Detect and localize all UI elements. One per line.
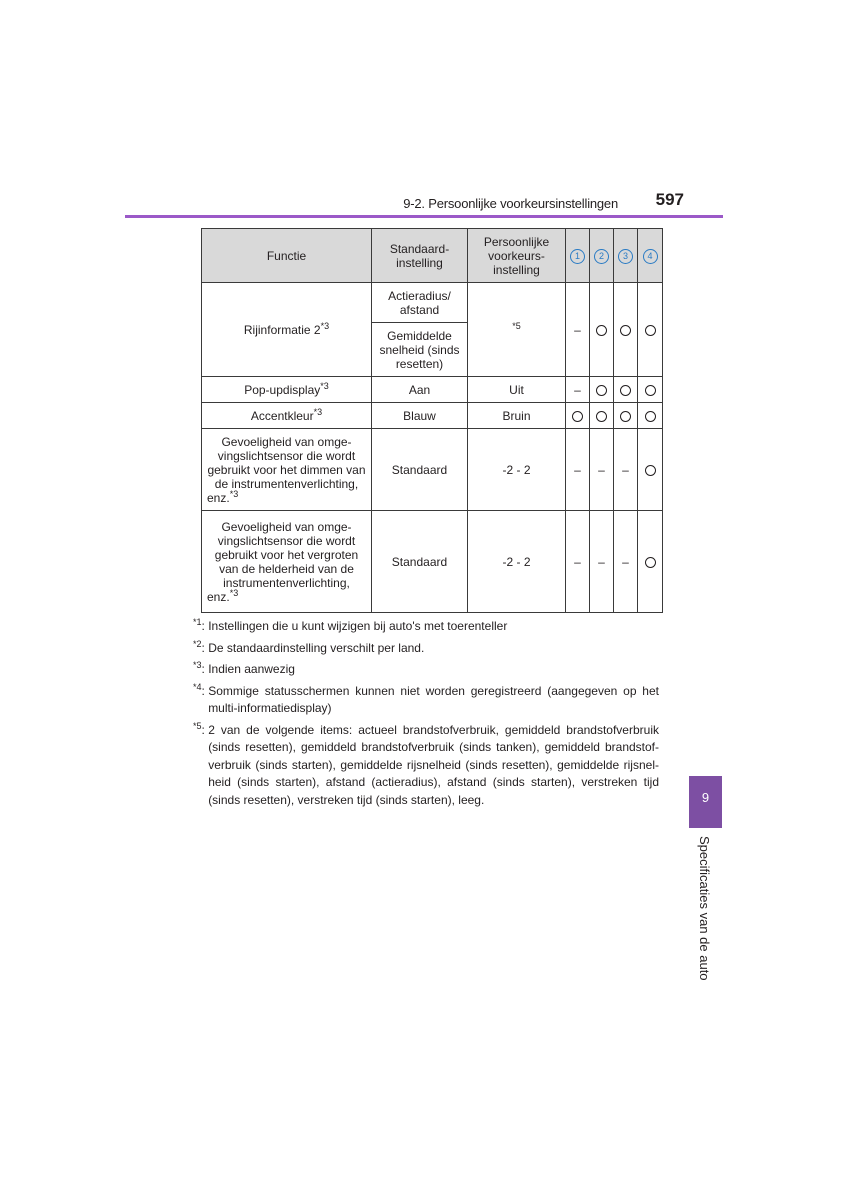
row-col-1: – — [566, 283, 590, 377]
footnote — [193, 640, 659, 658]
table-row — [202, 511, 663, 613]
header-personal: Persoonlijke voorkeurs-instelling — [468, 229, 566, 283]
row-col-2: – — [590, 429, 614, 511]
row-personal: *5 — [468, 283, 566, 377]
row-default: Aan — [372, 377, 468, 403]
table-row — [202, 403, 663, 429]
footnote-mark: $^{*1}$: — [193, 617, 209, 633]
row-col-3: – — [614, 429, 638, 511]
footnote-mark: $^{*2}$: — [193, 638, 209, 655]
section-tab: 9 — [689, 776, 722, 828]
circled-number-4-icon: 4 — [643, 249, 658, 264]
circled-number-1-icon: 1 — [570, 249, 585, 264]
circle-mark-icon — [572, 411, 583, 422]
row-col-3 — [614, 403, 638, 429]
row-col-3 — [614, 283, 638, 377]
footnote — [193, 661, 659, 679]
footnote-mark: $^{*5}$: — [193, 720, 209, 737]
row-col-4 — [638, 377, 663, 403]
row-col-4 — [638, 429, 663, 511]
row-function: Gevoeligheid van omge-vingslichtsensor die wordt gebruikt voor het vergroten van de helderheid van de instrumentenverlichting, enz.$^{*3}$ — [202, 511, 372, 613]
row-function: Accentkleur$^{*3}$ — [202, 403, 372, 429]
footnote — [193, 683, 659, 718]
row-col-4 — [638, 511, 663, 613]
footnote-mark: $^{*3}$: — [193, 660, 209, 676]
row-col-2 — [590, 403, 614, 429]
row-default: Actieradius/ afstand — [372, 283, 468, 323]
table-row — [202, 377, 663, 403]
row-function: Pop-updisplay$^{*3}$ — [202, 377, 372, 403]
row-default: Standaard — [372, 429, 468, 511]
row-col-2 — [590, 377, 614, 403]
circle-mark-icon — [620, 385, 631, 396]
table-row — [202, 429, 663, 511]
footnote-text: De standaardinstelling verschilt per land. — [208, 640, 425, 655]
header-col-4 — [638, 229, 663, 283]
row-function: Gevoeligheid van omge-vingslichtsensor die wordt gebruikt voor het dimmen van de instrumentenverlichting, enz.$^{*3}$ — [202, 429, 372, 511]
circle-mark-icon — [596, 325, 607, 336]
circle-mark-icon — [645, 465, 656, 476]
row-col-2 — [590, 283, 614, 377]
footnote — [193, 722, 659, 810]
footnote-text: Instellingen die u kunt wijzigen bij auto's met toerenteller — [208, 619, 508, 633]
row-col-2: – — [590, 511, 614, 613]
circle-mark-icon — [596, 385, 607, 396]
footnotes — [193, 618, 659, 813]
row-personal: -2 - 2 — [468, 429, 566, 511]
section-side-label: Specificaties van de auto — [697, 836, 712, 981]
header-col-3 — [614, 229, 638, 283]
row-col-4 — [638, 403, 663, 429]
row-default: Standaard — [372, 511, 468, 613]
circle-mark-icon — [620, 411, 631, 422]
circle-mark-icon — [645, 557, 656, 568]
table-row — [202, 283, 663, 323]
circle-mark-icon — [620, 325, 631, 336]
circle-mark-icon — [645, 325, 656, 336]
row-col-3 — [614, 377, 638, 403]
row-personal: Uit — [468, 377, 566, 403]
settings-table — [201, 228, 663, 613]
header-col-1 — [566, 229, 590, 283]
footnote-text: Indien aanwezig — [208, 662, 295, 676]
circled-number-2-icon: 2 — [594, 249, 609, 264]
row-default: Gemiddelde snelheid (sinds resetten) — [372, 323, 468, 377]
footnote-mark: $^{*4}$: — [193, 681, 209, 698]
row-col-3: – — [614, 511, 638, 613]
footnote-text: 2 van de volgende items: actueel brandstofverbruik, gemiddeld brandstofverbruik (sinds resetten), gemiddeld brandstofverbruik (sinds tanken), gemiddeld brandstof-verbruik (sinds starten), gemiddelde rijsnelheid (sinds resetten), gemiddelde rijsnel-heid (sinds starten), afstand (actieradius), afstand (sinds starten), verstreken tijd (sinds resetten), verstreken tijd (sinds starten), leeg. — [208, 722, 659, 807]
running-header-title: 9-2. Persoonlijke voorkeursinstellingen — [403, 196, 618, 211]
circle-mark-icon — [596, 411, 607, 422]
footnote — [193, 618, 659, 636]
table-header-row — [202, 229, 663, 283]
row-col-1: – — [566, 429, 590, 511]
row-col-4 — [638, 283, 663, 377]
row-col-1 — [566, 403, 590, 429]
row-function: Rijinformatie 2$^{*3}$ — [202, 283, 372, 377]
header-function: Functie — [202, 229, 372, 283]
footnote-text: Sommige statusschermen kunnen niet worden geregistreerd (aangegeven op het multi-informatiedisplay) — [208, 683, 659, 715]
row-col-1: – — [566, 511, 590, 613]
header-col-2 — [590, 229, 614, 283]
row-col-1: – — [566, 377, 590, 403]
circled-number-3-icon: 3 — [618, 249, 633, 264]
header-rule — [125, 215, 723, 218]
circle-mark-icon — [645, 385, 656, 396]
row-default: Blauw — [372, 403, 468, 429]
page-number: 597 — [655, 190, 684, 209]
row-personal: -2 - 2 — [468, 511, 566, 613]
row-personal: Bruin — [468, 403, 566, 429]
circle-mark-icon — [645, 411, 656, 422]
header-default: Standaard-instelling — [372, 229, 468, 283]
